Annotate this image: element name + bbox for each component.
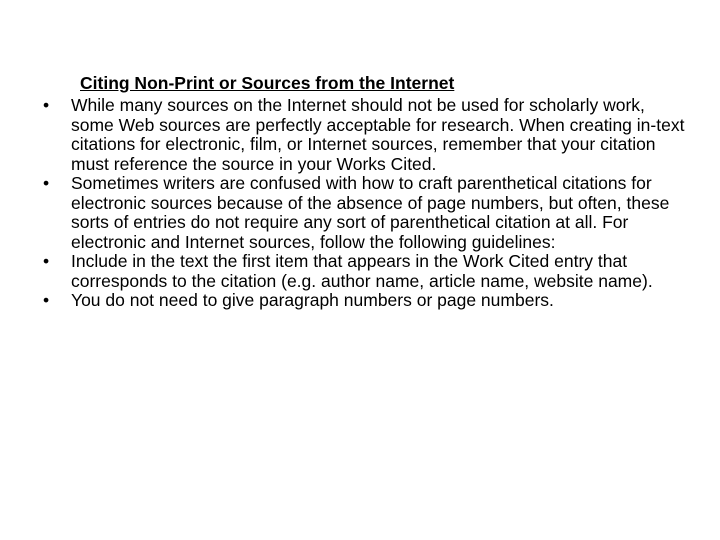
bullet-text: You do not need to give paragraph numbers or page numbers.: [71, 290, 554, 310]
bullet-text: While many sources on the Internet should not be used for scholarly work, some Web sources are perfectly acceptable for research. When creating in-text citations for electronic, film, or Internet sources, remember that your citation must reference the source in your Works Cited.: [71, 95, 685, 174]
bullet-item: [0, 174, 691, 252]
bullet-text: Sometimes writers are confused with how to craft parenthetical citations for electronic sources because of the absence of page numbers, but often, these sorts of entries do not require any sort of parenthetical citation at all. For electronic and Internet sources, follow the following guidelines:: [71, 173, 670, 252]
bullet-icon: •: [43, 95, 50, 115]
bullet-text: Include in the text the first item that appears in the Work Cited entry that corresponds to the citation (e.g. author name, article name, website name).: [71, 251, 653, 291]
bullet-item: [0, 252, 691, 291]
bullet-icon: •: [43, 251, 50, 271]
bullet-list: [0, 96, 720, 311]
bullet-icon: •: [43, 290, 50, 310]
bullet-item: [0, 291, 691, 311]
slide-heading: Citing Non-Print or Sources from the Internet: [80, 73, 455, 93]
bullet-icon: •: [43, 173, 50, 193]
bullet-item: [0, 96, 691, 174]
